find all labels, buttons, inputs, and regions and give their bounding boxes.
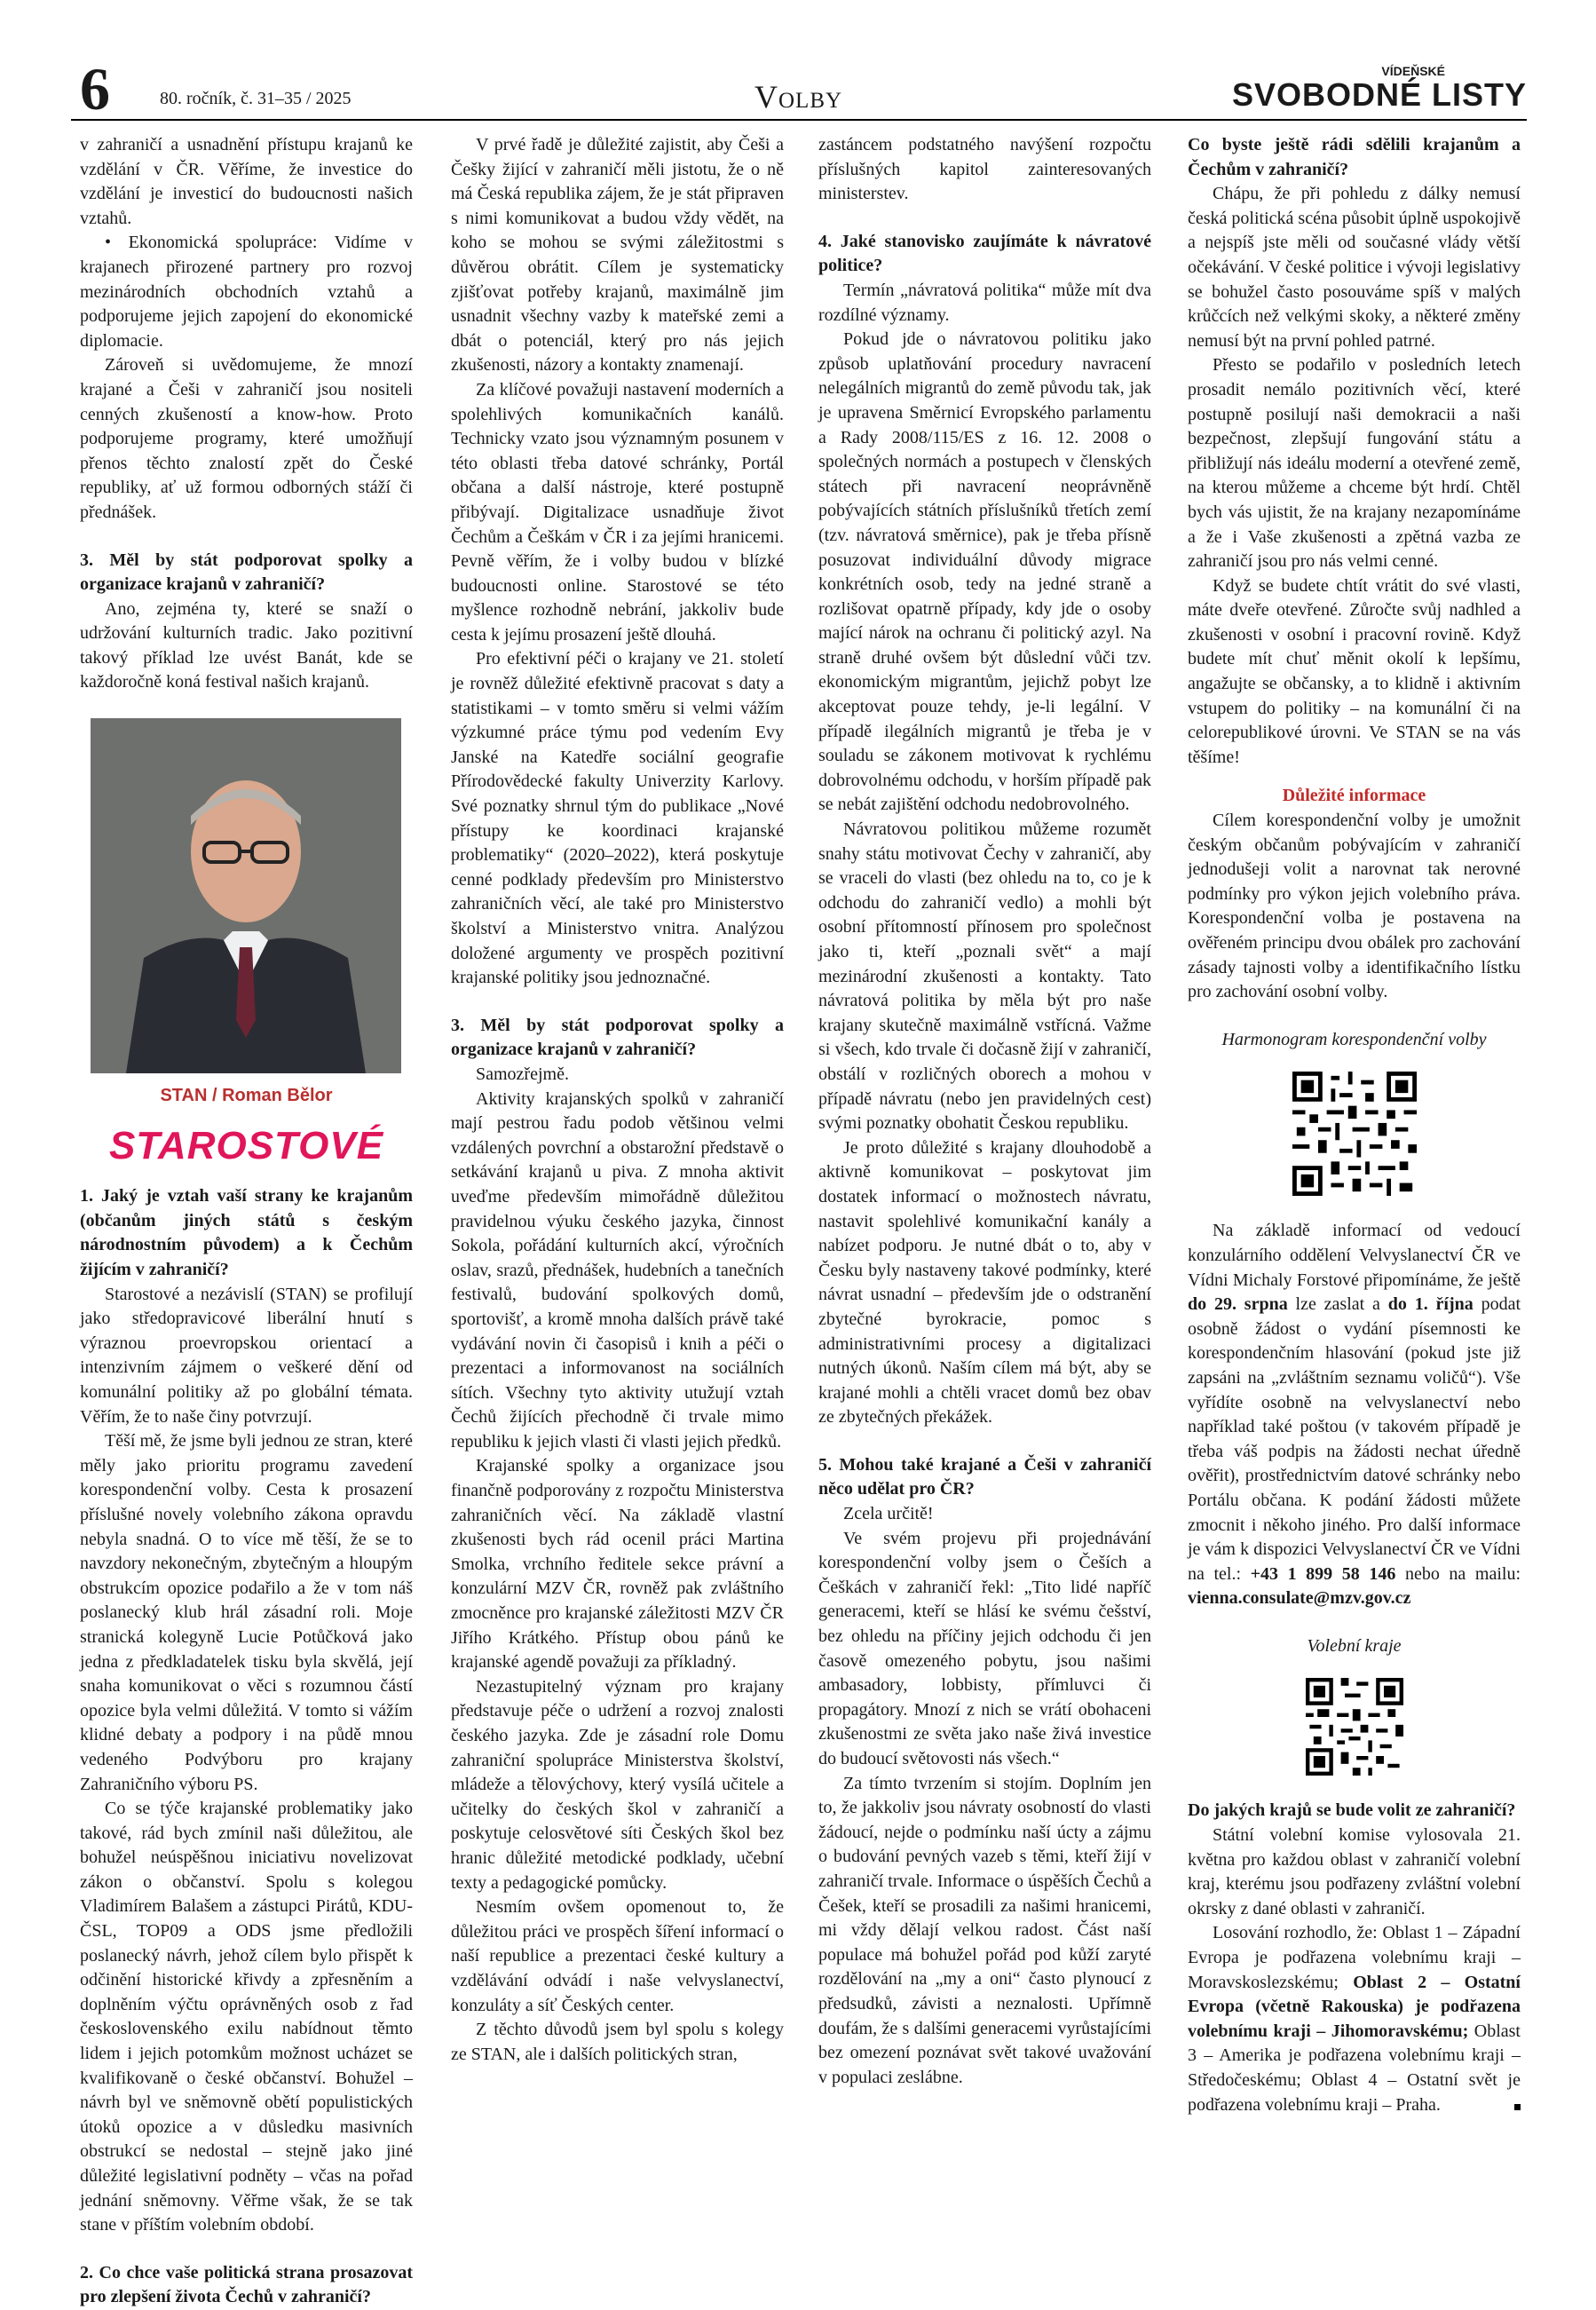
paragraph: zastáncem podstatného navýšení rozpočtu příslušných kapitol zainteresovaných ministerstev. — [818, 135, 1151, 204]
text-span: Oblast 3 – Amerika je podřazena volebnímu kraji – Středočeskému; Oblast 4 – Ostatní svět je podřazena volebnímu kraji – Praha. — [1188, 2021, 1521, 2115]
paragraph: Návratovou politikou můžeme rozumět snahy státu motivovat Čechy v zahraničí, aby se vraceli do vlasti (bez ohledu na to, co je k odchodu do zahraničí vedlo) a mohli být osobní přítomností přínosem pro společnost jako ti, kteří „poznali svět“ a mají mezinárodní zkušenosti a kontakty. Tato návratová politika by měla být pro naše krajany skutečně maximálně vstřícná. Važme si všech, kdo trvale či dočasně žijí v zahraničí, obstálí v rozličných oborech a mohou v případě návratu (nebo jen pravidelných cest) svými poznatky obohatit Českou republiku. — [818, 819, 1151, 1134]
paragraph: Starostové a nezávislí (STAN) se profilují jako středopravicové liberální hnutí s výraznou proevropskou orientací a intenzivním zájmem o veškeré dění od komunální politiky až po globální témata. Věřím, že to naše činy potvrzují. — [80, 1284, 413, 1427]
question-heading: Do jakých krajů se bude volit ze zahraničí? — [1188, 1800, 1516, 1821]
paragraph: Státní volební komise vylosovala 21. května pro každou oblast v zahraničí volební kraj, kterému jsou podřazeny zvláštní volební okrsky z dané oblasti v zahraničí. — [1188, 1825, 1521, 1918]
paragraph: Nesmím ovšem opomenout to, že důležitou práci ve prospěch šíření informací o naší republice a prezentaci české kultury a vzdělávání odvádí i naše velvyslanectví, konzuláty a síť Českých center. — [451, 1897, 784, 2015]
paragraph: Krajanské spolky a organizace jsou finančně podporovány z rozpočtu Ministerstva zahraničních věcí. Na základě vlastní zkušenosti bych rád ocenil práci Martina Smolka, vrchního ředitele sekce právní a konzulární MZV ČR, rovněž pak zvláštního zmocněnce pro krajanské záležitosti MZV ČR Jiřího Krátkého. Přístup obou pánů ke krajanské agendě považuji za příkladný. — [451, 1456, 784, 1673]
paragraph: Z těchto důvodů jsem byl spolu s kolegy ze STAN, ale i dalších politických stran, — [451, 2020, 784, 2064]
issue-info: 80. ročník, č. 31–35 / 2025 — [160, 89, 352, 108]
paragraph: Termín „návratová politika“ může mít dva rozdílné významy. — [818, 280, 1151, 325]
paragraph — [1188, 1921, 1521, 2117]
paragraph: Ano, zejména ty, které se snaží o udržování kulturních tradic. Jako pozitivní takový příklad lze uvést Banát, kde se každoročně koná festival našich krajanů. — [80, 598, 413, 692]
question-heading: Co byste ještě rádi sdělili krajanům a Čechům v zahraničí? — [1188, 135, 1521, 179]
header-rule — [71, 119, 1527, 121]
text-span: Losování rozhodlo, že: Oblast 1 – Západní Evropa je podřazena volebnímu kraji – Moravskoslezskému; — [1188, 1923, 1521, 1992]
column-2 — [451, 133, 784, 2067]
end-of-article-mark — [1514, 2104, 1521, 2110]
paragraph: Pokud jde o návratovou politiku jako způsob uplatňování procedury navracení nelegálních migrantů do země původu tak, jak je upravena Směrnicí Evropského parlamentu a Rady 2008/115/ES z 16. 12. 2008 o společných normách a postupech v členských státech při navracení neoprávněně pobývajících státních příslušníků třetích zemí (tzv. návratová směrnice), pak je třeba přísně posuzovat individuální důvody migrace konkrétních osob, tedy na jedné straně a rozlišovat opatrně případy, kdy jde o osoby mající nárok na ochranu či politický azyl. Na straně druhé ovšem být důslední vůči tzv. ekonomickým migrantům, jejichž pobyt lze akceptovat pouze tehdy, je-li legální. V případě ilegálních migrantů je třeba je v souladu se zákonem motivovat k rychlému dobrovolnému odchodu, v horším případě pak se nebát zajištění odchodu nedobrovolného. — [818, 329, 1151, 815]
paragraph: Za tímto tvrzením si stojím. Doplním jen to, že jakkoliv jsou návraty osobností do vlasti žádoucí, nejde o podmínku naší úcty a zájmu o budování pevných vazeb s těmi, kteří žijí v zahraničí trvale. Informace o úspěších Čechů a Češek, kteří se prosadili za našimi hranicemi, mi vždy dělají velkou radost. Část naší populace má bohužel pořád pod kůží zaryté rozdělování na „my a oni“ často plynoucí z předsudků, závisti a neznalosti. Upřímně doufám, že s dalšími generacemi vyrůstajícími bez omezení poznávat svět takové uvažování v populaci zeslábne. — [818, 1773, 1151, 2087]
qr-code-icon[interactable] — [1306, 1678, 1403, 1776]
paragraph: Aktivity krajanských spolků v zahraničí mají pestrou řadu podob většinou velmi vzdálených povrchní a obstarožní představě o setkávání krajanů u piva. Z mnoha aktivit uveďme především mimořádně důležitou pravidelnou výuku českého jazyka, činnost Sokola, pořádání kulturních akcí, výročních oslav, srazů, přednášek, hudebních a tanečních festivalů, budování spolkových domů, sportovišť, a kromě mnoha dalších právě také vydávání novin či časopisů i knih a péči o prezentaci a informovanost na sociálních sítích. Všechny tyto aktivity utužují vztah Čechů žijících přechodně či trvale mimo republiku k jejich vlasti či vlasti jejich předků. — [451, 1088, 784, 1452]
question-heading: 2. Co chce vaše politická strana prosazovat pro zlepšení života Čechů v zahraničí? — [80, 2262, 413, 2307]
page-header — [71, 55, 1527, 123]
brand-prefix: VÍDEŇSKÉ — [1381, 64, 1445, 78]
paragraph: Je proto důležité s krajany dlouhodobě a aktivně komunikovat – poskytovat jim dostatek informací o možnostech návratu, nastavit spolehlivé komunikační kanály a nabízet podporu. Je nutné dbát o to, aby v Česku byly nastaveny takové podmínky, které návrat usnadní – především jde o odstranění zbytečné byrokracie, pomoc s administrativními procesy a digitalizaci nutných úkonů. Naším cílem má být, aby se krajané mohli a chtěli vracet domů bez obav ze zbytečných překážek. — [818, 1137, 1151, 1428]
column-3 — [818, 133, 1151, 2090]
page-number: 6 — [80, 55, 110, 123]
info-heading: Důležité informace — [1282, 786, 1426, 806]
paragraph: Chápu, že při pohledu z dálky nemusí česká politická scéna působit úplně uspokojivě a nejspíš jste měli od současné vlády větší očekávání. V české politice i vývoji legislativy se bohužel často posouváme spíš v malých krůčcích než velkými skoky, a některé změny nemusí být na první pohled patrné. — [1188, 184, 1521, 351]
paragraph: Ve svém projevu při projednávání korespondenční volby jsem o Češích a Češkách v zahraničí řekl: „Tito lidé napříč generacemi, kteří se hlásí ke svému češství, bez ohledu na příčiny jejich odchodu či jen časově omezeného pobytu, jsou našimi ambasadory, lobbisty, přímluvci či propagátory. Mnozí z nich se vrátí obohaceni zkušenostmi ze světa jako naše živá investice do budoucí světovosti nás všech.“ — [818, 1528, 1151, 1768]
paragraph: Zároveň si uvědomujeme, že mnozí krajané a Češi v zahraničí jsou nositeli cenných zkušeností a know-how. Proto podporujeme programy, které umožňují přenos těchto znalostí zpět do České republiky, ať už formou odborných stáží či přednášek. — [80, 355, 413, 522]
paragraph: Nezastupitelný význam pro krajany představuje péče o udržení a rozvoj znalosti českého jazyka. Zde je zásadní role Domu zahraniční spolupráce Ministerstva školství, mládeže a tělovýchovy, který vysílá učitele a učitelky do českých škol v zahraničí a poskytuje celosvětové síti Českých škol bez hranic důležité metodické podklady, učební texty a pedagogické pomůcky. — [451, 1676, 784, 1893]
paragraph: Zcela určitě! — [843, 1504, 934, 1524]
text-span: Na základě informací od vedoucí konzulárního oddělení Velvyslanectví ČR ve Vídni Michaly Forstové připomínáme, že ještě — [1188, 1221, 1521, 1290]
paragraph: Cílem korespondenční volby je umožnit českým občanům pobývajícím v zahraničí jednodušeji volit a narovnat tak nerovné podmínky pro výkon jejich volebního práva. Korespondenční volba je postavena na ověřeném principu dvou obálek pro zachování zásady tajnosti volby a identifikačního lístku pro zachování osobní volby. — [1188, 811, 1521, 1002]
column-4 — [1188, 133, 1521, 2117]
paragraph: v zahraničí a usnadnění přístupu krajanů ke vzdělání v ČR. Věříme, že investice do vzdělání je investicí do budoucnosti našich vztahů. — [80, 135, 413, 228]
date-highlight: do 29. srpna — [1188, 1294, 1288, 1315]
paragraph: Pro efektivní péči o krajany ve 21. století je rovněž důležité efektivně pracovat s daty a statistikami – v tomto směru si velmi vážím výzkumné práce týmu pod vedením Evy Janské na Katedře sociální geografie Přírodovědecké fakulty Univerzity Karlovy. Své poznatky shrnul tým do publikace „Nové přístupy ke koordinaci krajanské problematiky“ (2020–2022), která poskytuje cenné podklady především pro Ministerstvo zahraničních věcí, ale také pro Ministerstvo školství a Ministerstvo vnitra. Analýzou doložené argumenty ve prospěch pozitivní krajanské politiky jsou jednoznačné. — [451, 649, 784, 988]
paragraph: • Ekonomická spolupráce: Vidíme v krajanech přirozené partnery pro rozvoj mezinárodních obchodních vztahů a podporujeme jejich zapojení do ekonomické diplomacie. — [80, 233, 413, 351]
question-heading: 5. Mohou také krajané a Češi v zahraničí něco udělat pro ČR? — [818, 1454, 1151, 1499]
text-span: nebo na mailu: — [1395, 1563, 1521, 1584]
portrait-photo — [91, 718, 401, 1073]
column-1 — [80, 133, 413, 2310]
paragraph: Za klíčové považuji nastavení moderních a spolehlivých komunikačních kanálů. Technicky vzato jsou významným posunem v této oblasti třeba datové schránky, Portál občana a další nástroje, které postupně přibývají. Digitalizace usnadňuje život Čechům a Češkám v ČR i za jejími hranicemi. Pevně věřím, že i volby budou v blízké budoucnosti online. Starostové se této myšlence rozhodně nebrání, jakkoliv bude cesta k jejímu prosazení ještě dlouhá. — [451, 379, 784, 645]
paragraph — [1188, 1219, 1521, 1611]
photo-caption: STAN / Roman Bělor — [160, 1086, 333, 1106]
qr-label: Volební kraje — [1307, 1635, 1402, 1656]
qr-code-icon[interactable] — [1292, 1072, 1417, 1196]
paragraph: Přesto se podařilo v posledních letech prosadit nemálo pozitivních věcí, které postupně posilují naši demokracii a naši bezpečnost, zlepšují fungování státu a přibližují nás ideálu moderní a otevřené země, na kterou můžeme a chceme být hrdí. Chtěl bych vás ujistit, že na krajany nezapomínáme a že i Vaše zkušenosti a zpětná vazba ze zahraničí jsou pro nás velmi cenné. — [1188, 355, 1521, 572]
text-span: podat osobně žádost o vydání písemnosti ke korespondenčním hlasování (pokud jste již zapsáni na „zvláštním seznamu voličů“). Vše vyřídíte osobně na velvyslanectví nebo například také poštou (v takovém případě je třeba váš podpis na žádosti nechat úředně ověřit), prostřednictvím datové schránky nebo Portálu občana. K podání žádosti můžete zmocnit i někoho jiného. Pro další informace je vám k dispozici Velvyslanectví ČR ve Vídni na tel.: — [1188, 1294, 1521, 1584]
brand-logo: SVOBODNÉ LISTY — [1231, 76, 1527, 113]
section-title: Volby — [755, 79, 843, 115]
paragraph: Když se budete chtít vrátit do své vlasti, máte dveře otevřené. Zůročte svůj nadhled a zkušenosti v osobní i pracovní rovině. Když budete mít chuť měnit okolí k lepšímu, angažujte se občansky, a to klidně i aktivním vstupem do politiky – na komunální či na celorepublikové úrovni. Ve STAN se na vás těšíme! — [1188, 575, 1521, 767]
party-logo: STAROSTOVÉ — [108, 1123, 384, 1167]
qr-label: Harmonogram korespondenční volby — [1221, 1029, 1487, 1049]
text-span: lze zaslat a — [1287, 1294, 1388, 1315]
question-heading: 3. Měl by stát podporovat spolky a organizace krajanů v zahraničí? — [80, 550, 413, 595]
bold-text: Oblast 2 – Ostatní Evropa (včetně Rakouska) je podřazena volebnímu kraji – Jihomoravskému; — [1188, 1972, 1521, 2041]
question-heading: 3. Měl by stát podporovat spolky a organizace krajanů v zahraničí? — [451, 1015, 784, 1060]
paragraph: V prvé řadě je důležité zajistit, aby Češi a Češky žijící v zahraničí měli jistotu, že o ně má Česká republika zájem, že je stát připraven s nimi komunikovat a budou vždy vědět, na koho se mohou se svými záležitostmi s důvěrou obrátit. Cílem je systematicky zjišťovat potřeby krajanů, maximálně jim usnadnit všechny vazby k mateřské zemi a dbát o potenciál, který pro nás jejich zkušenosti, názory a kontakty znamenají. — [451, 135, 784, 376]
paragraph: Co se týče krajanské problematiky jako takové, rád bych zmínil naši důležitou, ale bohužel neúspěšnou iniciativu novelizovat zákon o občanství. Spolu s kolegou Vladimírem Balašem a zástupci Pirátů, KDU-ČSL, TOP09 a ODS jsme předložili poslanecký návrh, jehož cílem bylo přispět k odčinění historické křivdy a zpřesněním a doplněním výčtu oprávněných osob z řad československého exilu nabídnout těmto lidem i jejich potomkům možnost ucházet se kvalifikovaně o české občanství. Bohužel – návrh byl ve sněmovně obětí populistických útoků opozice a v důsledku masivních obstrukcí se nedostal – stejně jako jiné důležité legislativní podněty – včas na pořad jednání sněmovny. Věřme však, že se tak stane v příštím volebním období. — [80, 1799, 413, 2235]
question-heading: 1. Jaký je vztah vaší strany ke krajanům (občanům jiných států s českým národnostním původem) a k Čechům žijícím v zahraničí? — [80, 1186, 413, 1280]
email-link[interactable]: vienna.consulate@mzv.gov.cz — [1188, 1588, 1411, 1609]
question-heading: 4. Jaké stanovisko zaujímáte k návratové politice? — [818, 231, 1151, 276]
paragraph: Těší mě, že jsme byli jednou ze stran, které měly jako prioritu programu zavedení korespondenční volby. Cesta k prosazení příslušné novely volebního zákona opravdu nebyla snadná. O to více mě těší, že se to navzdory nekonečným, zbytečným a hloupým obstrukcím opozice podařilo a že v tom náš poslanecký klub hrál zásadní roli. Moje stranická kolegyně Lucie Potůčková jako jedna z předkladatelek tisku byla skvělá, její snaha komunikovat o věci s rozumnou částí opozice byla velmi důležitá. V tomto si vážím klidné debaty a podpory i na půdě mnou vedeného Podvýboru pro krajany Zahraničního výboru PS. — [80, 1431, 413, 1794]
phone-number[interactable]: +43 1 899 58 146 — [1250, 1563, 1396, 1584]
date-highlight: do 1. října — [1387, 1294, 1474, 1315]
paragraph: Samozřejmě. — [476, 1064, 569, 1084]
